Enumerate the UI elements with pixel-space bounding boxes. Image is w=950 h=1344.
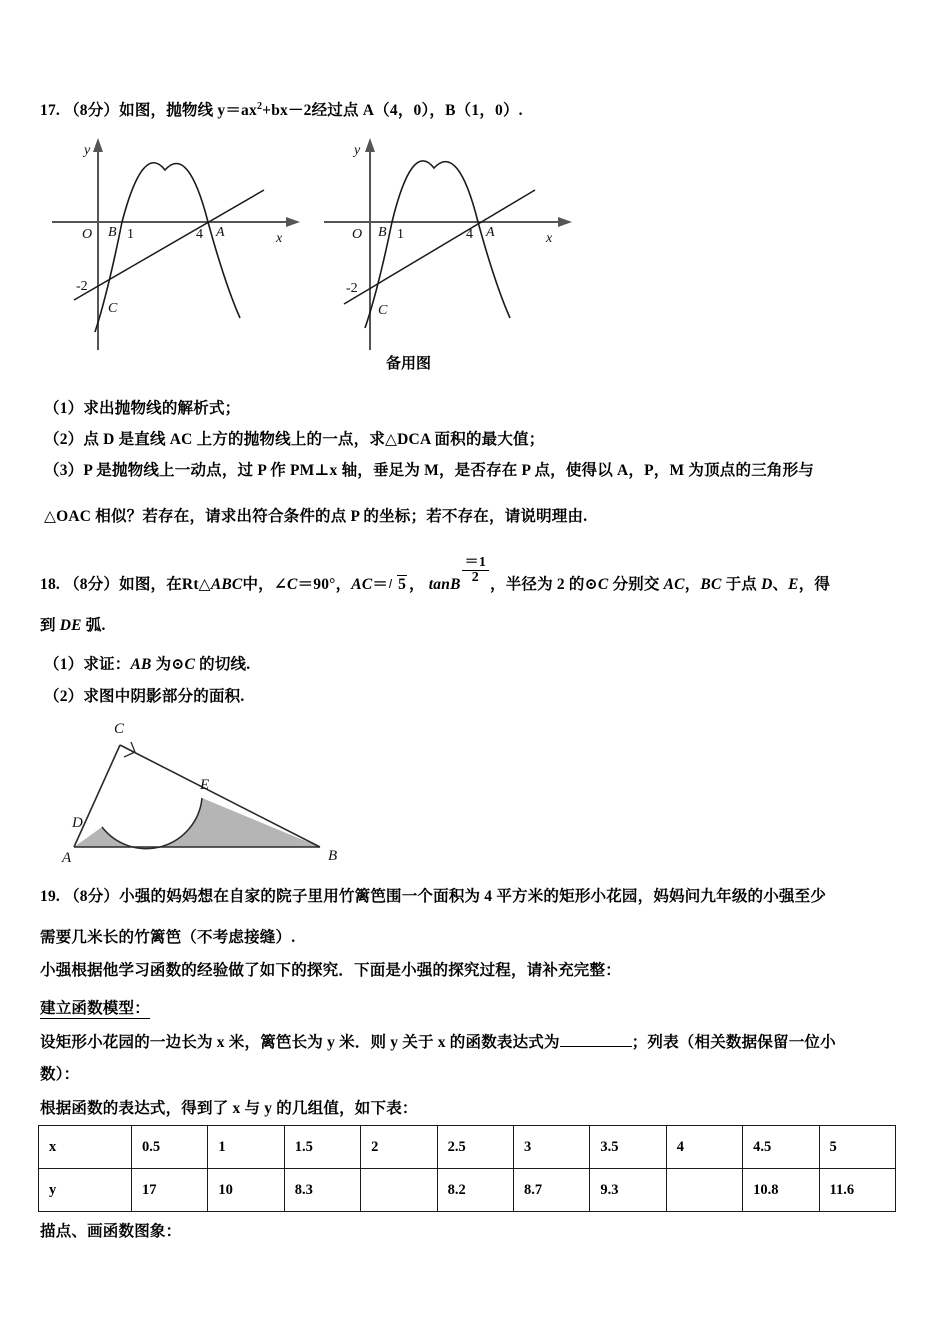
shaded-region [74,798,320,849]
cell-y-7[interactable] [666,1169,742,1212]
table-row-y [39,1169,896,1212]
q19-line4-b: ；列表（相关数据保留一位小 [631,1034,836,1051]
row-label-y: y [39,1169,132,1212]
q18-circle-c: C [597,575,609,593]
q18-arc-de: DE [59,617,82,634]
label-1: 1 [397,227,404,242]
label-y-axis: y [84,143,91,158]
q18-point-e: E [788,575,799,593]
q18-stem-tail4: 于点 [721,575,762,593]
q18-figure-triangle [52,715,352,865]
q18-equals: ＝ [372,575,389,593]
cell-y-2: 8.3 [284,1169,360,1212]
q17-stem-after: +bx－2经过点 A（4，0），B（1，0）. [262,102,523,119]
row-label-x: x [39,1126,132,1169]
answer-blank-expression[interactable] [560,1033,632,1047]
q18-stem-a: 如图，在Rt△ [119,575,211,593]
q18-fraction-numerator: 1 [478,555,487,570]
q17-part-1: （1）求出抛物线的解析式； [44,400,241,417]
label-A: A [486,225,495,240]
q18-part1-b: 为⊙ [151,656,185,673]
q19-line-3: 小强根据他学习函数的经验做了如下的探究．下面是小强的探究过程，请补充完整： [40,962,621,979]
question-17-stem [40,98,523,120]
q18-stem-tail6: ，得 [798,575,831,593]
q18-fraction-half [462,556,489,586]
label-neg2: -2 [76,279,88,294]
y-axis-arrowhead [365,138,375,152]
q18-sqrt-value: 5 [398,575,407,593]
label-x-axis: x [276,231,283,246]
label-B: B [378,225,387,240]
q17-figure-1 [48,132,308,372]
label-B: B [108,225,117,240]
q19-heading-plot: 描点、画函数图象： [40,1223,182,1240]
label-origin: O [352,227,363,242]
q17-stem-before: 如图，抛物线 y＝ax [119,102,257,119]
cell-x-0: 0.5 [132,1126,208,1169]
label-origin: O [82,227,93,242]
q18-circle-c-2: C [184,656,196,673]
x-axis-arrowhead [286,217,300,227]
label-D: D [72,815,83,831]
cell-x-3: 2 [361,1126,437,1169]
q18-comma: ， [409,575,425,593]
cell-y-5: 8.7 [513,1169,589,1212]
x-axis-arrowhead [558,217,572,227]
cell-y-9: 11.6 [819,1169,895,1212]
table-row-x [39,1126,896,1169]
cell-x-1: 1 [208,1126,284,1169]
q19-line-4 [40,1030,836,1052]
cell-y-6: 9.3 [590,1169,666,1212]
q19-number: 19. [40,888,60,905]
q18-stem-tail5: 、 [772,575,789,593]
y-axis-arrowhead [93,138,103,152]
q18-stem-tail3: ， [684,575,701,593]
q18-stem-b: 中，∠ [242,575,288,593]
label-C: C [114,721,125,737]
cell-x-9: 5 [819,1126,895,1169]
xy-values-table [38,1125,896,1212]
q17-score: （8分） [64,102,120,119]
q18-line2-b: 弧. [81,617,106,634]
q17-figure-2-caption: 备用图 [386,356,432,372]
label-x-axis: x [546,231,553,246]
q19-line-6: 根据函数的表达式，得到了 x 与 y 的几组值，如下表： [40,1100,418,1117]
label-1: 1 [127,227,134,242]
q18-score: （8分） [64,575,120,593]
q19-score: （8分） [64,888,120,905]
q18-stem-d: ＝90°， [297,575,352,593]
label-C: C [108,301,118,316]
q19-line-5: 数）： [40,1066,80,1083]
q17-part-3-line-2: △OAC 相似？若存在，请求出符合条件的点 P 的坐标；若不存在，请说明理由. [44,508,588,525]
cell-x-2: 1.5 [284,1126,360,1169]
cell-y-8: 10.8 [743,1169,819,1212]
label-4: 4 [196,227,203,242]
q18-seg-ac-2: AC [663,575,685,593]
cell-y-3[interactable] [361,1169,437,1212]
q18-stem-tail: ，半径为 2 的⊙ [490,575,598,593]
q17-part-2: （2）点 D 是直线 AC 上方的抛物线上的一点，求△DCA 面积的最大值； [44,431,545,448]
cell-x-4: 2.5 [437,1126,513,1169]
q17-exponent: 2 [256,100,263,112]
cell-x-7: 4 [666,1126,742,1169]
q19-heading-model [40,996,150,1019]
q18-angle-c: C [287,575,298,593]
label-E: E [200,777,210,793]
label-A: A [62,850,72,865]
q19-line4-a: 设矩形小花园的一边长为 x 米，篱笆长为 y 米．则 y 关于 x 的函数表达式为 [40,1034,560,1051]
q18-stem-tail2: 分别交 [608,575,664,593]
cell-x-6: 3.5 [590,1126,666,1169]
q18-tan-b: tanB [428,575,461,593]
sqrt-icon [388,575,409,594]
cell-x-5: 3 [513,1126,589,1169]
cell-y-0: 17 [132,1169,208,1212]
q18-stem-line-2 [40,613,106,635]
label-B: B [328,848,338,864]
q18-triangle-abc: ABC [210,575,243,593]
q18-fraction-denominator: 2 [462,570,489,585]
q18-fraction-numerator-wrap: ＝1 [464,555,487,570]
q18-line2-a: 到 [40,617,60,634]
cell-x-8: 4.5 [743,1126,819,1169]
label-C: C [378,303,388,318]
q18-number: 18. [40,575,60,593]
q18-part1-d: 的切线. [195,656,251,673]
q17-number: 17. [40,102,60,119]
q18-part-2: （2）求图中阴影部分的面积. [44,688,245,705]
q18-point-d: D [761,575,773,593]
q18-part1-a: （1）求证： [44,656,131,673]
label-neg2: -2 [346,281,358,296]
line-ac [74,190,264,300]
cell-y-4: 8.2 [437,1169,513,1212]
q17-figure-2 [320,132,580,372]
line-ac [344,190,535,304]
q17-part-3-line-1: （3）P 是抛物线上一动点，过 P 作 PM⊥x 轴，垂足为 M，是否存在 P 点，使得以 A，P，M 为顶点的三角形与 [44,462,814,479]
question-18-stem [40,556,830,594]
q18-seg-bc: BC [700,575,722,593]
q19-heading-model-text: 建立函数模型： [40,996,150,1019]
label-A: A [216,225,225,240]
q18-part-1 [44,652,250,674]
q18-seg-ab: AB [130,656,152,673]
cell-y-1: 10 [208,1169,284,1212]
q19-stem-text-1: 小强的妈妈想在自家的院子里用竹篱笆围一个面积为 4 平方米的矩形小花园，妈妈问九年级的小强至少 [119,888,827,905]
q19-stem-line-2: 需要几米长的竹篱笆（不考虑接缝）. [40,929,296,946]
label-y-axis: y [354,143,361,158]
question-19-stem-line-1 [40,884,826,906]
q18-seg-ac: AC [351,575,373,593]
label-4: 4 [466,227,473,242]
